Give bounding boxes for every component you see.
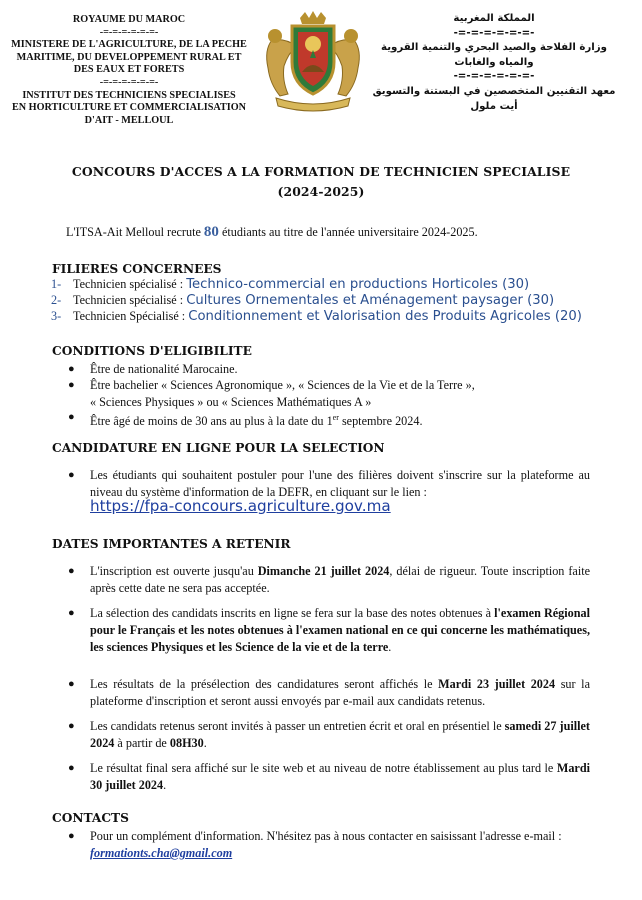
ministry-line-1: MINISTERE DE L'AGRICULTURE, DE LA PECHE <box>11 39 247 51</box>
selection-criteria: l'examen Régional pour le Français et les notes obtenues à l'examen national en ce qui concerne les mathématiques, les sciences Physiques et les Science de la vie et de la terre <box>90 606 590 654</box>
filiere-label: Technicien spécialisé : <box>73 293 187 307</box>
filiere-number: 2- <box>51 293 62 307</box>
institute-line-2: EN HORTICULTURE ET COMMERCIALISATION <box>11 102 247 114</box>
ministry-line-3: DES EAUX ET FORETS <box>73 64 185 76</box>
ministry-line-ar-1: وزارة الفلاحة والصيد البحري والتنمية القروية <box>381 42 607 54</box>
bullet-icon: ● <box>68 678 75 690</box>
dates-heading: DATES IMPORTANTES A RETENIR <box>52 537 291 551</box>
candidature-heading: CANDIDATURE EN LIGNE POUR LA SELECTION <box>52 441 385 455</box>
filiere-item-3 <box>51 309 582 324</box>
condition-text: Être de nationalité Marocaine. <box>90 362 238 376</box>
ministry-header-ar <box>368 12 620 114</box>
royal-coat-of-arms-emblem <box>258 10 368 114</box>
condition-item-2 <box>68 377 610 411</box>
contact-email-link[interactable]: formationts.cha@gmail.com <box>90 846 233 860</box>
superscript: er <box>332 413 339 422</box>
date-item-3 <box>68 676 590 710</box>
bullet-icon: ● <box>68 607 75 619</box>
kingdom-name: ROYAUME DU MAROC <box>72 14 186 25</box>
condition-text-end: septembre 2024. <box>338 414 423 429</box>
ministry-line-2: MARITIME, DU DEVELOPPEMENT RURAL ET <box>16 51 242 63</box>
date-text-mid: à partir de <box>114 736 170 750</box>
date-text-end: sur la plateforme d'inscription et seront aussi envoyés par e-mail aux candidats retenus. <box>90 677 590 708</box>
registration-deadline: Dimanche 21 juillet 2024 <box>257 564 390 578</box>
date-text-end: , délai de rigueur. Toute inscription faite après cette date ne sera pas acceptée. <box>90 564 590 595</box>
bullet-icon: ● <box>68 720 75 732</box>
separator: -=-=-=-=-=-=- <box>99 26 159 38</box>
date-item-5 <box>68 760 590 794</box>
filiere-item-1 <box>51 277 529 292</box>
filiere-label: Technicien spécialisé : <box>73 277 187 291</box>
bullet-icon: ● <box>68 379 75 391</box>
date-text: Les candidats retenus seront invités à passer un entretien écrit et oral en présentiel le <box>90 719 505 733</box>
intro-text-end: étudiants au titre de l'année universitaire 2024-2025. <box>218 225 478 239</box>
bullet-icon: ● <box>68 469 75 481</box>
intro-paragraph <box>66 224 478 241</box>
date-text: Le résultat final sera affiché sur le site web et au niveau de notre établissement au plus tard le <box>90 761 557 775</box>
document-year: (2024-2025) <box>277 184 365 199</box>
interview-time: 08H30 <box>169 736 204 750</box>
date-item-1 <box>68 563 590 597</box>
condition-text: Être bachelier « Sciences Agronomique », « Sciences de la Vie et de la Terre », <box>90 378 475 392</box>
separator: -=-=-=-=-=-=- <box>99 76 159 88</box>
bullet-icon: ● <box>68 762 75 774</box>
date-text: Les résultats de la présélection des candidatures seront affichés le <box>90 677 439 691</box>
institute-line-3: D'AIT - MELLOUL <box>84 114 174 126</box>
filiere-number: 3- <box>51 309 62 323</box>
condition-item-1 <box>68 361 610 378</box>
contacts-heading: CONTACTS <box>52 811 129 825</box>
bullet-icon: ● <box>68 363 75 375</box>
bullet-icon: ● <box>68 411 75 423</box>
date-item-2 <box>68 605 590 656</box>
conditions-heading: CONDITIONS D'ELIGIBILITE <box>52 344 252 358</box>
institute-line-1: INSTITUT DES TECHNICIENS SPECIALISES <box>22 89 236 101</box>
kingdom-name-ar: المملكة المغربية <box>453 13 535 24</box>
institute-line-ar-1: معهد التقنيين المتخصصين في البستنة والتسويق <box>372 85 616 97</box>
filiere-spec: Conditionnement et Valorisation des Produits Agricoles (20) <box>188 309 582 324</box>
ministry-line-ar-2: والمياه والغابات <box>454 56 534 68</box>
date-text-end: . <box>388 640 392 654</box>
date-text-end: . <box>163 778 167 792</box>
candidature-paragraph <box>68 467 590 501</box>
candidature-text: Les étudiants qui souhaitent postuler pour l'une des filières doivent s'inscrire sur la plateforme au niveau du système d'information de la DEFR, en cliquant sur le lien : <box>90 468 590 499</box>
condition-text-cont: « Sciences Physiques » ou « Sciences Mathématiques A » <box>90 395 372 409</box>
condition-text: Être âgé de moins de 30 ans au plus à la date du 1 <box>90 414 333 429</box>
separator: -=-=-=-=-=-=- <box>453 71 535 83</box>
filiere-spec: Cultures Ornementales et Aménagement paysager (30) <box>186 293 555 308</box>
filiere-item-2 <box>51 293 554 308</box>
date-text: La sélection des candidats inscrits en ligne se fera sur la base des notes obtenues à <box>90 606 495 620</box>
date-item-4 <box>68 718 590 752</box>
interview-date: samedi 27 juillet 2024 <box>90 719 590 750</box>
filieres-heading: FILIERES CONCERNEES <box>52 262 222 276</box>
filiere-label: Technicien Spécialisé : <box>73 309 189 323</box>
ministry-header-fr <box>6 14 252 127</box>
application-platform-link[interactable]: https://fpa-concours.agriculture.gov.ma <box>90 497 391 515</box>
bullet-icon: ● <box>68 830 75 842</box>
document-title: CONCOURS D'ACCES A LA FORMATION DE TECHNICIEN SPECIALISE <box>71 164 571 179</box>
preselection-date: Mardi 23 juillet 2024 <box>438 677 556 691</box>
date-text: L'inscription est ouverte jusqu'au <box>90 564 258 578</box>
filiere-spec: Technico-commercial en productions Horticoles (30) <box>186 277 530 292</box>
separator: -=-=-=-=-=-=- <box>453 27 535 39</box>
condition-item-3 <box>68 409 610 430</box>
student-count: 80 <box>203 224 219 240</box>
filiere-number: 1- <box>51 277 62 291</box>
institute-line-ar-2: أيت ملول <box>470 100 518 112</box>
bullet-icon: ● <box>68 565 75 577</box>
final-result-date: Mardi 30 juillet 2024 <box>90 761 590 792</box>
date-text-end: . <box>203 736 207 750</box>
contact-text: Pour un complément d'information. N'hésitez pas à nous contacter en saisissant l'adresse e-mail : <box>90 829 562 843</box>
intro-text: L'ITSA-Ait Melloul recrute <box>66 225 204 239</box>
contact-paragraph <box>68 828 590 862</box>
